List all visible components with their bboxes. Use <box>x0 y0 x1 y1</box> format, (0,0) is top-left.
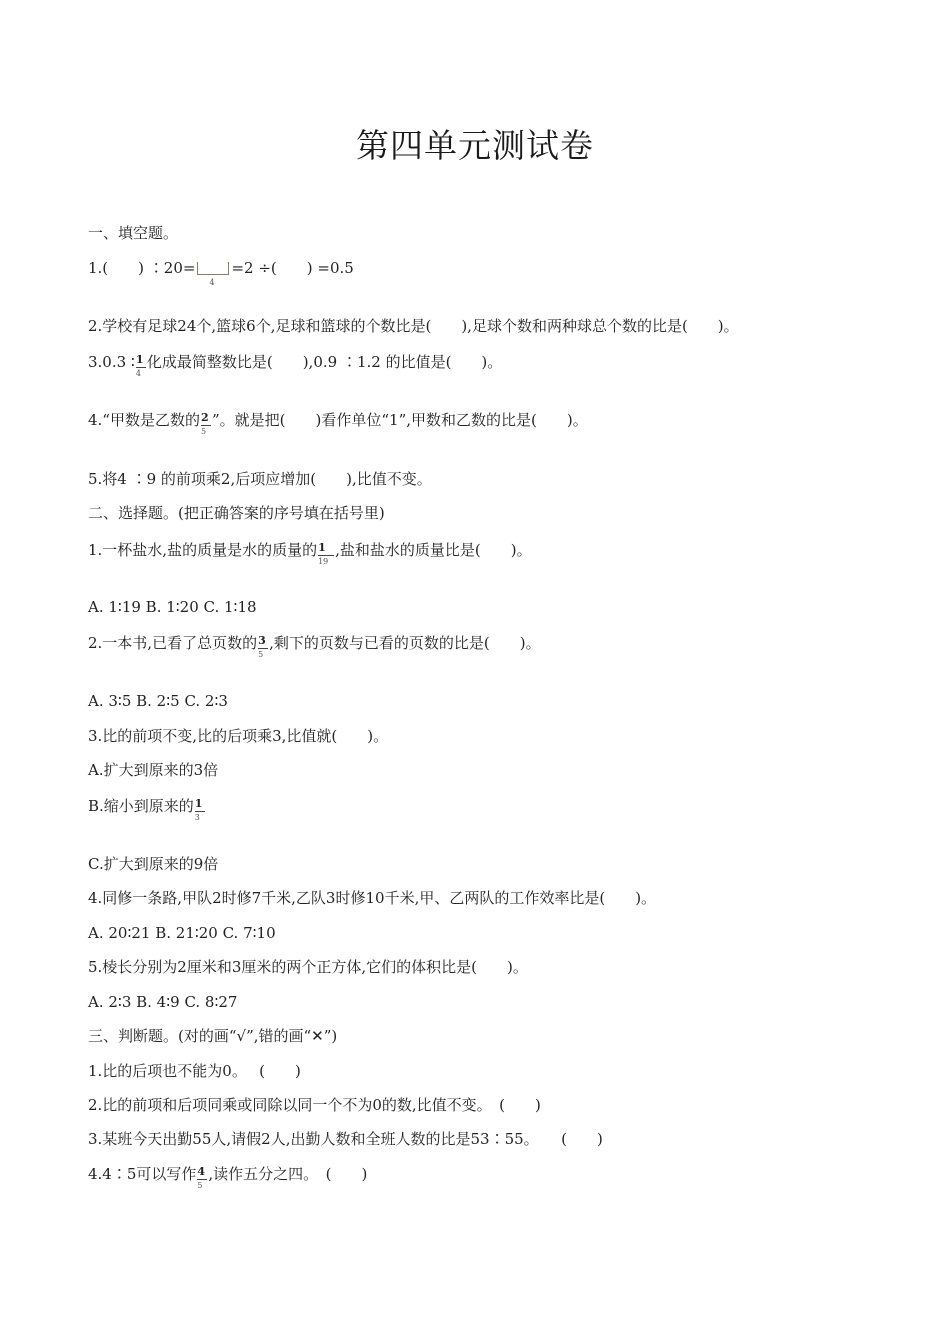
option-2-3-a: A.扩大到原来的3倍 <box>88 761 219 779</box>
fraction <box>200 410 211 436</box>
options-2-4: A. 20∶21 B. 21∶20 C. 7∶10 <box>88 924 276 942</box>
question-text: 2.一本书,已看了总页数的 <box>88 634 258 652</box>
fraction <box>318 540 334 566</box>
question-text: 1.一杯盐水,盐的质量是水的质量的 <box>88 541 318 559</box>
page-title: 第四单元测试卷 <box>356 126 594 165</box>
fraction-numerator: 1 <box>194 797 203 810</box>
question-text: ”。就是把( )看作单位“1”,甲数和乙数的比是( )。 <box>211 411 588 429</box>
question-text: 4.“甲数是乙数的 <box>88 411 200 429</box>
question-3-3: 3.某班今天出勤55人,请假2人,出勤人数和全班人数的比是53∶55。 ( ) <box>88 1130 603 1148</box>
option-2-3-c: C.扩大到原来的9倍 <box>88 855 219 873</box>
question-1-5: 5.将4 ∶9 的前项乘2,后项应增加( ),比值不变。 <box>88 470 432 488</box>
question-1-4 <box>88 410 588 436</box>
answer-blank-box <box>195 258 231 287</box>
question-3-4 <box>88 1164 368 1190</box>
question-2-4: 4.同修一条路,甲队2时修7千米,乙队3时修10千米,甲、乙两队的工作效率比是( )。 <box>88 889 657 907</box>
question-1-1 <box>88 258 354 287</box>
fraction-denominator: 19 <box>318 557 329 566</box>
fraction-numerator: 1 <box>318 541 326 554</box>
fraction-numerator: 2 <box>200 411 209 424</box>
option-2-3-b <box>88 796 206 822</box>
question-3-1: 1.比的后项也不能为0。 ( ) <box>88 1062 301 1080</box>
question-2-3: 3.比的前项不变,比的后项乘3,比值就( )。 <box>88 727 389 745</box>
fraction <box>258 633 268 659</box>
option-text: B.缩小到原来的 <box>88 797 194 815</box>
question-3-2: 2.比的前项和后项同乘或同除以同一个不为0的数,比值不变。 ( ) <box>88 1096 541 1114</box>
question-text: ,盐和盐水的质量比是( )。 <box>335 541 532 559</box>
question-2-2 <box>88 633 541 659</box>
options-2-1: A. 1∶19 B. 1∶20 C. 1∶18 <box>88 598 257 616</box>
question-text: ,剩下的页数与已看的页数的比是( )。 <box>269 634 541 652</box>
question-text: 4.4∶5可以写作 <box>88 1165 197 1183</box>
options-2-5: A. 2∶3 B. 4∶9 C. 8∶27 <box>88 993 238 1011</box>
section-heading-true-false: 三、判断题。(对的画“√”,错的画“✕”) <box>88 1027 338 1045</box>
options-2-2: A. 3∶5 B. 2∶5 C. 2∶3 <box>88 692 228 710</box>
section-heading-multiple-choice: 二、选择题。(把正确答案的序号填在括号里) <box>88 504 385 522</box>
fraction-denominator: 5 <box>258 650 264 659</box>
question-2-1 <box>88 540 532 566</box>
fraction-denominator: 5 <box>197 1181 203 1190</box>
section-heading-fill-blank: 一、填空题。 <box>88 224 179 242</box>
question-2-5: 5.棱长分别为2厘米和3厘米的两个正方体,它们的体积比是( )。 <box>88 958 528 976</box>
fraction-denominator: 3 <box>194 813 200 822</box>
question-1-2: 2.学校有足球24个,篮球6个,足球和篮球的个数比是( ),足球个数和两种球总个数的比是( )。 <box>88 317 739 335</box>
fraction <box>135 352 146 378</box>
question-text: =2 ÷( ) =0.5 <box>231 259 354 277</box>
fraction-numerator: 4 <box>197 1165 206 1178</box>
fraction-denominator: 5 <box>200 427 207 436</box>
question-text: 化成最简整数比是( ),0.9 ∶1.2 的比值是( )。 <box>146 353 503 371</box>
blank-denominator: 4 <box>209 278 215 287</box>
fraction-numerator: 3 <box>258 634 266 647</box>
question-text: ,读作五分之四。 ( ) <box>208 1165 368 1183</box>
question-text: 1.( ) ∶20= <box>88 259 196 277</box>
fraction-numerator: 1 <box>135 353 144 366</box>
fraction <box>194 796 205 822</box>
fraction <box>197 1164 207 1190</box>
fraction-denominator: 4 <box>135 369 141 378</box>
question-1-3 <box>88 352 503 378</box>
question-text: 3.0.3 ∶ <box>88 353 135 371</box>
